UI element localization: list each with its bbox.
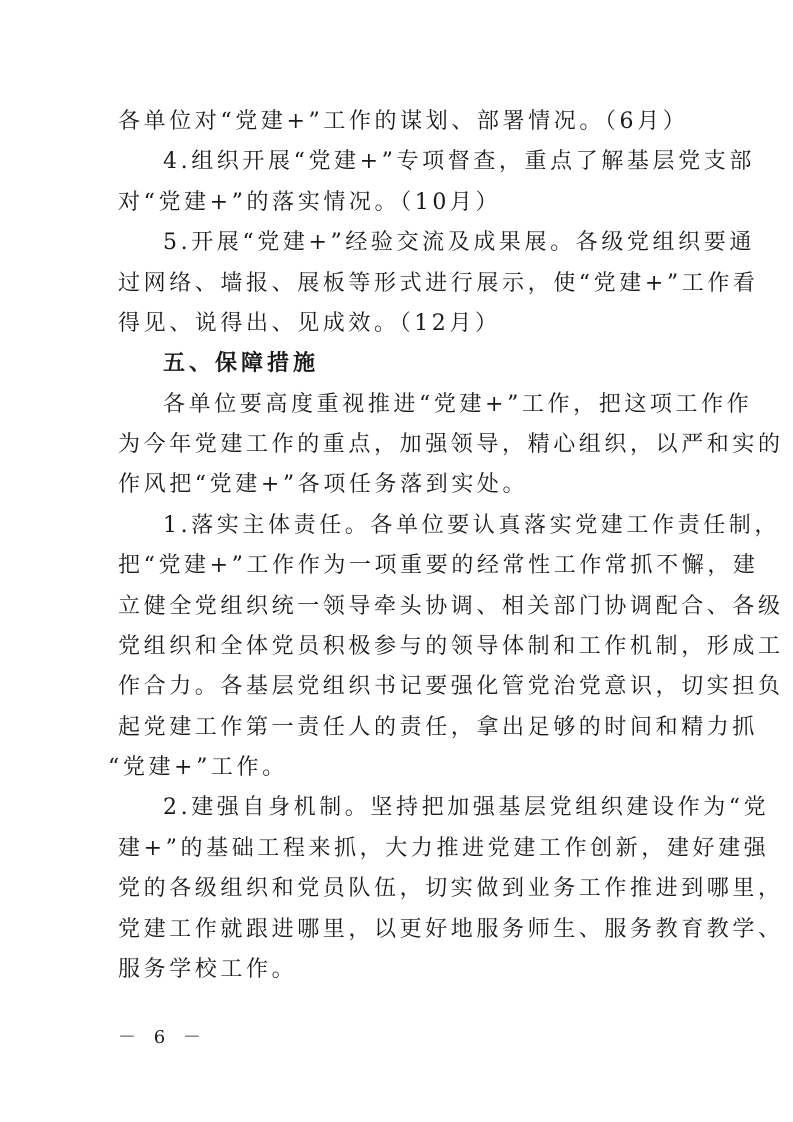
list-item-4-line: 4.组织开展“党建+”专项督查，重点了解基层党支部: [163, 149, 755, 174]
list-item-1-line: 党组织和全体党员积极参与的领导体制和工作机制，形成工: [118, 634, 784, 659]
list-item-2-line: 服务学校工作。: [118, 957, 298, 982]
body-text-line: 为今年党建工作的重点，加强领导，精心组织，以严和实的: [118, 432, 784, 457]
list-item-2-line: 党的各级组织和党员队伍，切实做到业务工作推进到哪里，: [118, 876, 784, 901]
list-item-1-line: 立健全党组织统一领导牵头协调、相关部门协调配合、各级: [118, 594, 784, 619]
list-item-1-line: 把“党建+”工作作为一项重要的经常性工作常抓不懈，建: [118, 553, 759, 578]
list-item-2-line: 2.建强自身机制。坚持把加强基层党组织建设作为“党: [163, 795, 770, 820]
list-item-5-line: 过网络、墙报、展板等形式进行展示，使“党建+”工作看: [118, 271, 759, 296]
page-number: － 6 －: [118, 1027, 207, 1048]
body-text-line: 各单位对“党建+”工作的谋划、部署情况。（6月）: [118, 109, 689, 134]
list-item-4-line: 对“党建+”的落实情况。（10月）: [118, 190, 502, 215]
list-item-2-line: 党建工作就跟进哪里，以更好地服务师生、服务教育教学、: [118, 917, 784, 942]
list-item-1-line: 1.落实主体责任。各单位要认真落实党建工作责任制，: [163, 513, 780, 538]
body-text-line: 作风把“党建+”各项任务落到实处。: [118, 472, 529, 497]
list-item-5-line: 5.开展“党建+”经验交流及成果展。各级党组织要通: [163, 230, 755, 255]
list-item-1-line: 作合力。各基层党组织书记要强化管党治党意识，切实担负: [118, 674, 784, 699]
list-item-1-line: 起党建工作第一责任人的责任，拿出足够的时间和精力抓: [118, 715, 759, 740]
list-item-5-line: 得见、说得出、见成效。（12月）: [118, 311, 501, 336]
body-text-line: 各单位要高度重视推进“党建+”工作，把这项工作作: [163, 392, 753, 417]
section-heading: 五、保障措施: [163, 351, 320, 376]
list-item-1-line: “党建+”工作。: [108, 755, 288, 780]
list-item-2-line: 建+”的基础工程来抓，大力推进党建工作创新，建好建强: [118, 836, 770, 861]
